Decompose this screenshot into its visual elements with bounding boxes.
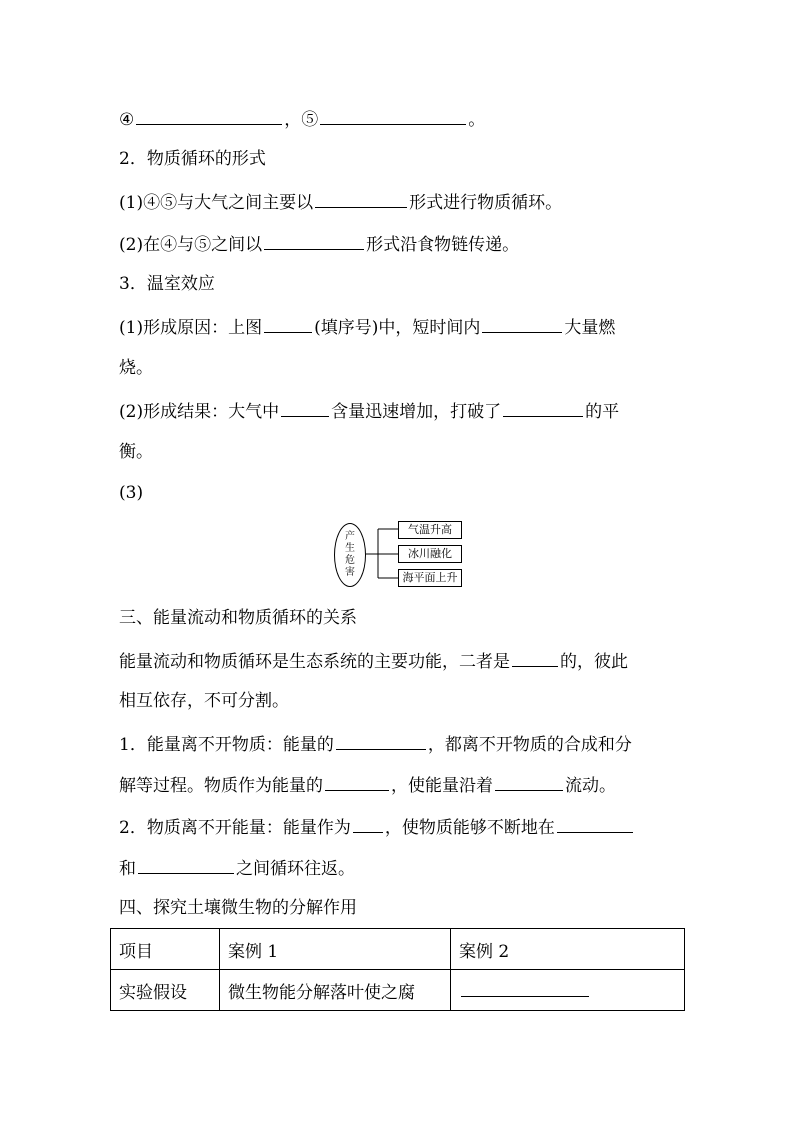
line-15 bbox=[119, 773, 616, 797]
oval-char: 生 bbox=[345, 543, 355, 554]
answer-blank[interactable] bbox=[281, 399, 329, 417]
text: 和 bbox=[119, 859, 136, 879]
text: 1．能量离不开物质：能量的 bbox=[119, 735, 334, 755]
text: 能量流动和物质循环是生态系统的主要功能，二者是 bbox=[119, 652, 510, 672]
line-1 bbox=[119, 107, 485, 131]
table-row bbox=[111, 970, 685, 1011]
line-9: 衡。 bbox=[119, 442, 153, 462]
answer-blank[interactable] bbox=[336, 732, 426, 750]
section-heading: 三、能量流动和物质循环的关系 bbox=[119, 608, 357, 628]
text: ，都离不开物质的合成和分 bbox=[427, 735, 632, 755]
text: (1)形成原因：上图 bbox=[119, 318, 263, 338]
experiment-table bbox=[110, 928, 685, 1011]
diagram-box: 冰川融化 bbox=[398, 545, 462, 563]
oval-char: 害 bbox=[345, 567, 355, 578]
text: 。 bbox=[468, 110, 486, 130]
answer-blank[interactable] bbox=[320, 107, 466, 125]
text: (1)④⑤与大气之间主要以 bbox=[119, 193, 314, 213]
answer-blank[interactable] bbox=[264, 232, 364, 250]
answer-blank[interactable] bbox=[482, 315, 562, 333]
section-heading: 四、探究土壤微生物的分解作用 bbox=[119, 898, 357, 918]
answer-blank[interactable] bbox=[557, 815, 633, 833]
harm-diagram bbox=[334, 521, 464, 587]
line-7: 烧。 bbox=[119, 358, 153, 378]
text: 形式进行物质循环。 bbox=[409, 193, 563, 213]
table-cell: 项目 bbox=[111, 929, 220, 970]
answer-blank[interactable] bbox=[264, 315, 312, 333]
table-cell: 微生物能分解落叶使之腐 bbox=[220, 970, 451, 1011]
answer-blank[interactable] bbox=[138, 856, 234, 874]
line-4 bbox=[119, 232, 519, 256]
line-3 bbox=[119, 190, 562, 214]
line-8 bbox=[119, 399, 619, 423]
table-row bbox=[111, 929, 685, 970]
table-cell: 案例 1 bbox=[220, 929, 451, 970]
text: (2)形成结果：大气中 bbox=[119, 402, 280, 422]
text: ，使能量沿着 bbox=[391, 776, 493, 796]
oval-char: 产 bbox=[345, 531, 355, 542]
answer-blank[interactable] bbox=[495, 773, 563, 791]
text: ，⑤ bbox=[284, 110, 319, 130]
line-13: 相互依存，不可分割。 bbox=[119, 691, 289, 711]
answer-blank[interactable] bbox=[512, 649, 558, 667]
oval-char: 危 bbox=[345, 555, 355, 566]
text: 的平 bbox=[585, 402, 620, 422]
table-cell bbox=[451, 970, 685, 1011]
text: 解等过程。物质作为能量的 bbox=[119, 776, 323, 796]
text: 流动。 bbox=[565, 776, 616, 796]
table-cell: 实验假设 bbox=[111, 970, 220, 1011]
line-16 bbox=[119, 815, 635, 839]
diagram-box: 气温升高 bbox=[398, 521, 462, 539]
text: 含量迅速增加，打破了 bbox=[331, 402, 502, 422]
text: 形式沿食物链传递。 bbox=[366, 235, 520, 255]
line-12 bbox=[119, 649, 628, 673]
text: 的，彼此 bbox=[560, 652, 628, 672]
text: 2．物质离不开能量：能量作为 bbox=[119, 818, 351, 838]
line-14 bbox=[119, 732, 632, 756]
answer-blank[interactable] bbox=[315, 190, 407, 208]
text: 之间循环往返。 bbox=[236, 859, 355, 879]
text: (填序号)中，短时间内 bbox=[314, 318, 481, 338]
answer-blank[interactable] bbox=[461, 979, 589, 997]
answer-blank[interactable] bbox=[503, 399, 583, 417]
answer-blank[interactable] bbox=[353, 815, 383, 833]
text: ，使物质能够不断地在 bbox=[384, 818, 555, 838]
answer-blank[interactable] bbox=[136, 107, 282, 125]
answer-blank[interactable] bbox=[325, 773, 389, 791]
table-cell: 案例 2 bbox=[451, 929, 685, 970]
section-heading: 3．温室效应 bbox=[119, 274, 215, 294]
section-heading: 2．物质循环的形式 bbox=[119, 149, 266, 169]
text: (2)在④与⑤之间以 bbox=[119, 235, 263, 255]
line-10: (3) bbox=[119, 483, 144, 503]
diagram-box: 海平面上升 bbox=[398, 569, 462, 587]
text: ④ bbox=[119, 110, 135, 130]
line-6 bbox=[119, 315, 615, 339]
line-17 bbox=[119, 856, 355, 880]
text: 大量燃 bbox=[564, 318, 616, 338]
